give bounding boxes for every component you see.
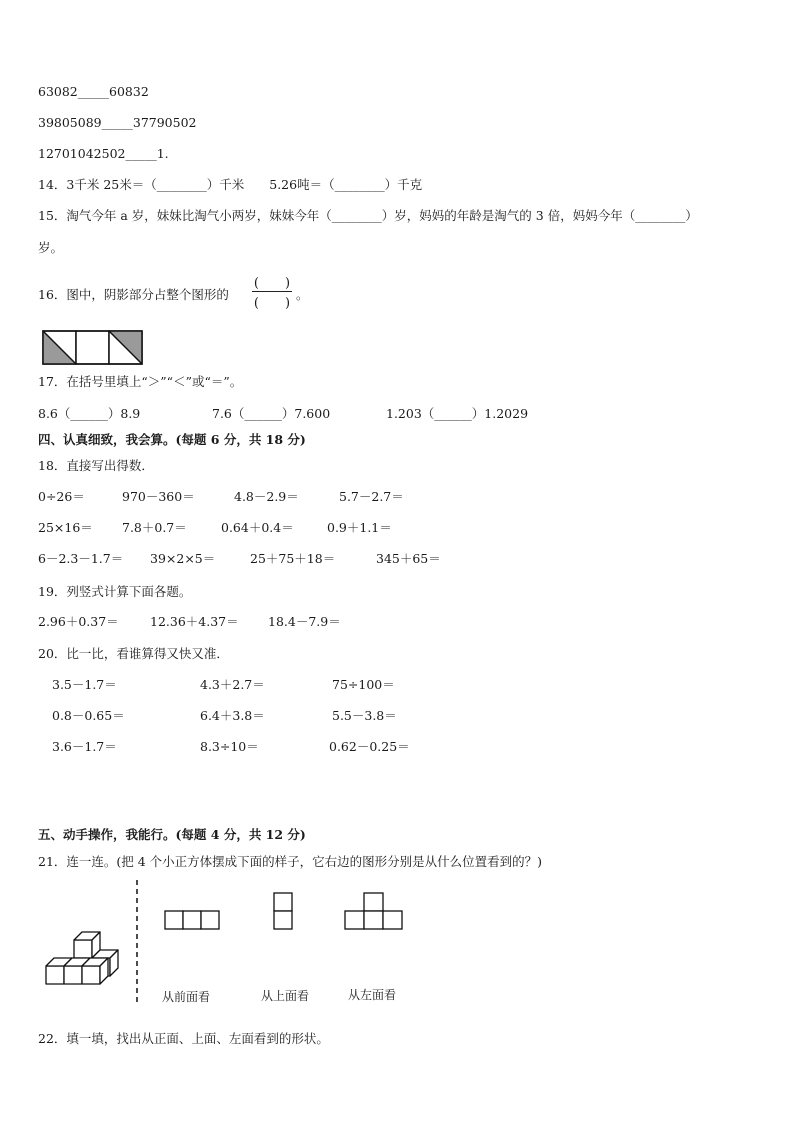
q18-row3-item1: 6－2.3－1.7＝ (38, 551, 124, 566)
q18-row2-item4: 0.9＋1.1＝ (327, 520, 392, 535)
question-17-title: 17．在括号里填上“＞”“＜”或“＝”。 (38, 374, 243, 389)
question-20-title: 20．比一比，看谁算得又快又准． (38, 646, 229, 661)
compare-line-1: 63082_____60832 (38, 84, 149, 99)
section-5-heading: 五、动手操作，我能行。(每题 4 分，共 12 分) (38, 827, 306, 842)
q20-row2-item1: 0.8－0.65＝ (52, 708, 125, 723)
shaded-squares-figure (42, 330, 144, 366)
q17-item-1: 8.6（______）8.9 (38, 406, 141, 421)
q18-row2-item2: 7.8＋0.7＝ (122, 520, 187, 535)
question-15-line-2: 岁。 (38, 240, 64, 255)
caption-front-view: 从前面看 (162, 990, 211, 1004)
q20-row3-item1: 3.6－1.7＝ (52, 739, 117, 754)
q18-row1-item2: 970－360＝ (122, 489, 195, 504)
q20-row2-item2: 6.4＋3.8＝ (200, 708, 265, 723)
q18-row3-item2: 39×2×5＝ (150, 551, 216, 566)
q18-row1-item1: 0÷26＝ (38, 489, 85, 504)
q19-item-3: 18.4－7.9＝ (268, 614, 341, 629)
view-shape-2 (273, 892, 295, 932)
answer-fraction (250, 272, 294, 312)
fraction-denominator: ( ) (253, 296, 291, 311)
q19-item-2: 12.36＋4.37＝ (150, 614, 239, 629)
compare-line-3: 12701042502_____1. (38, 146, 169, 161)
view-shape-1 (164, 910, 222, 932)
question-19-title: 19．列竖式计算下面各题。 (38, 584, 192, 599)
q18-row1-item3: 4.8－2.9＝ (234, 489, 299, 504)
q20-row2-item3: 5.5－3.8＝ (332, 708, 397, 723)
q18-row2-item3: 0.64＋0.4＝ (221, 520, 294, 535)
question-15-line-1: 15．淘气今年 a 岁，妹妹比淘气小两岁，妹妹今年（________）岁，妈妈的年龄是淘气的 3 倍，妈妈今年（________） (38, 208, 698, 223)
question-16-text: 16．图中，阴影部分占整个图形的 (38, 287, 229, 302)
q20-row1-item3: 75÷100＝ (332, 677, 395, 692)
q18-row3-item3: 25＋75＋18＝ (250, 551, 336, 566)
caption-left-view: 从左面看 (348, 988, 397, 1002)
q20-row3-item2: 8.3÷10＝ (200, 739, 259, 754)
q20-row1-item1: 3.5－1.7＝ (52, 677, 117, 692)
q20-row1-item2: 4.3＋2.7＝ (200, 677, 265, 692)
question-22-title: 22．填一填，找出从正面、上面、左面看到的形状。 (38, 1031, 329, 1046)
q17-item-3: 1.203（______）1.2029 (386, 406, 529, 421)
question-14: 14．3千米 25米＝（________）千米 5.26吨＝（________）千克 (38, 177, 423, 192)
question-21-title: 21．连一连。(把 4 个小正方体摆成下面的样子，它右边的图形分别是从什么位置看到的？) (38, 854, 543, 869)
q18-row2-item1: 25×16＝ (38, 520, 93, 535)
q17-item-2: 7.6（______）7.600 (212, 406, 331, 421)
q20-row3-item3: 0.62－0.25＝ (329, 739, 410, 754)
compare-line-2: 39805089_____37790502 (38, 115, 197, 130)
q19-item-1: 2.96＋0.37＝ (38, 614, 119, 629)
question-18-title: 18．直接写出得数． (38, 458, 154, 473)
section-4-heading: 四、认真细致，我会算。(每题 6 分，共 18 分) (38, 432, 306, 447)
caption-top-view: 从上面看 (261, 989, 310, 1003)
dashed-divider (134, 880, 140, 1004)
q18-row3-item4: 345＋65＝ (376, 551, 441, 566)
question-16-end: 。 (296, 287, 309, 302)
fraction-numerator: ( ) (253, 276, 291, 291)
q18-row1-item4: 5.7－2.7＝ (339, 489, 404, 504)
cube-stack-figure (44, 928, 126, 990)
view-shape-3 (344, 892, 404, 932)
